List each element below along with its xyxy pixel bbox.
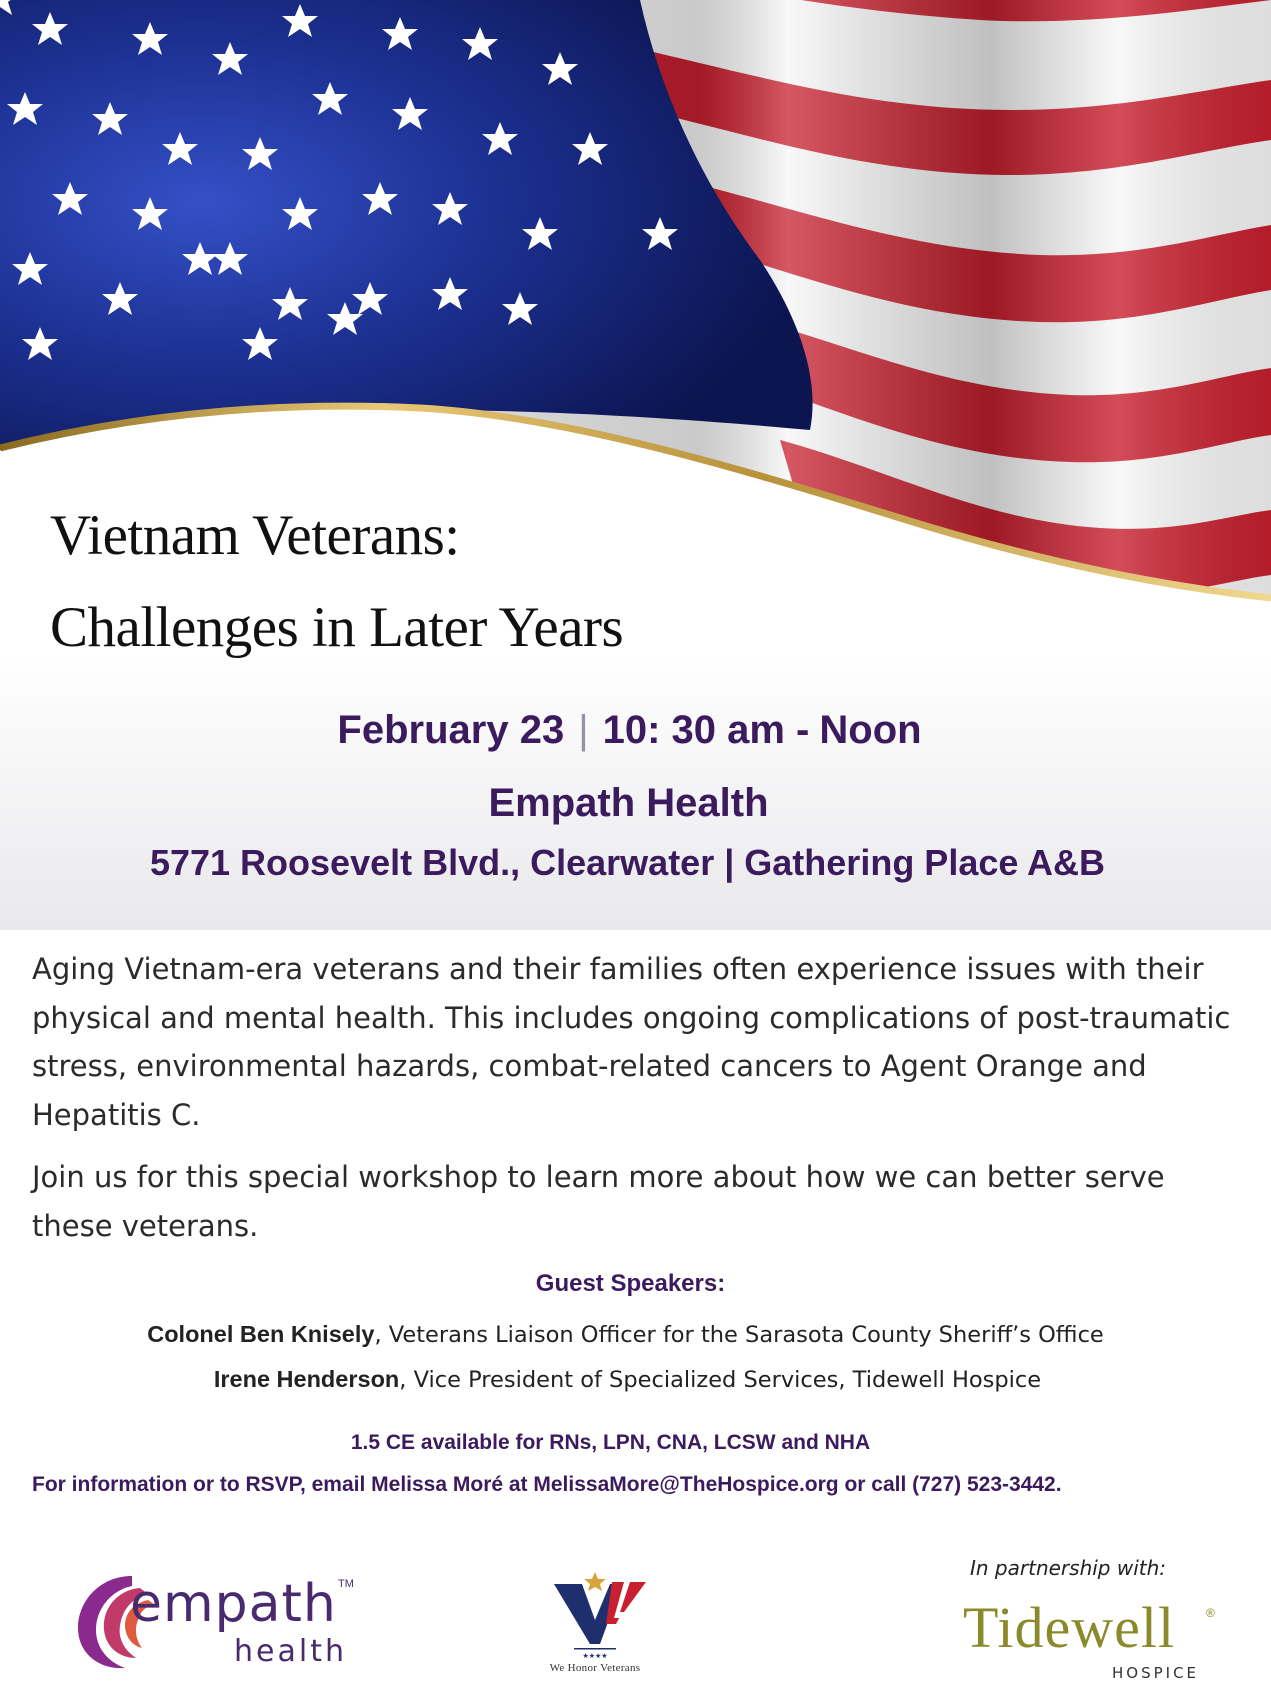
speaker-role: , Veterans Liaison Officer for the Sarasota County Sheriff’s Office — [374, 1322, 1104, 1348]
tidewell-wordmark: Tidewell — [963, 1595, 1176, 1660]
event-date: February 23 — [337, 708, 565, 752]
event-time-start: 10: 30 am - — [602, 708, 810, 752]
we-honor-veterans-icon — [520, 1572, 670, 1660]
empath-trademark: TM — [338, 1578, 354, 1590]
empath-subtitle: health — [234, 1634, 347, 1669]
event-separator: | — [578, 708, 589, 752]
rsvp-info: For information or to RSVP, email Melissa Moré at MelissaMore@TheHospice.org or call (727) 523-3442. — [32, 1473, 1062, 1496]
page-title — [50, 490, 623, 674]
empath-wordmark: empath — [130, 1574, 337, 1634]
event-time-end: Noon — [819, 708, 922, 752]
guest-speakers — [0, 1264, 1271, 1402]
partner-label: In partnership with: — [970, 1556, 1167, 1580]
event-address: 5771 Roosevelt Blvd., Clearwater | Gathering Place A&B — [149, 842, 1106, 883]
ce-credits-text: 1.5 CE available for RNs, LPN, CNA, LCSW and NHA — [350, 1431, 871, 1454]
empath-health-logo — [70, 1566, 370, 1686]
title-line-1: Vietnam Veterans: — [50, 504, 460, 567]
speakers-heading: Guest Speakers: — [535, 1270, 726, 1297]
speaker-role: , Vice President of Specialized Services, Tidewell Hospice — [399, 1367, 1042, 1393]
svg-text:★★★★: ★★★★ — [582, 1652, 608, 1660]
we-honor-veterans-text: We Honor Veterans — [549, 1662, 641, 1674]
tidewell-hospice-logo — [958, 1556, 1238, 1696]
tidewell-registered-mark: ® — [1206, 1606, 1215, 1620]
event-date-time — [0, 700, 1265, 760]
description-paragraph-2: Join us for this special workshop to learn more about how we can better serve these veterans. — [32, 1160, 1165, 1243]
event-info — [0, 700, 1271, 892]
description-paragraph-1: Aging Vietnam-era veterans and their families often experience issues with their physical and mental health. This includes ongoing complications of post-traumatic stress, environmental hazards, combat-related cancers to Agent Orange and Hepatitis C. — [32, 952, 1231, 1132]
event-venue: Empath Health — [488, 781, 769, 825]
speaker-item — [0, 1357, 1263, 1402]
speaker-name: Irene Henderson — [213, 1366, 400, 1392]
tidewell-subtitle: HOSPICE — [1112, 1664, 1200, 1682]
description — [32, 945, 1242, 1264]
speaker-name: Colonel Ben Knisely — [147, 1321, 375, 1347]
we-honor-veterans-logo — [520, 1572, 670, 1682]
ce-credits — [0, 1426, 1271, 1460]
title-line-2: Challenges in Later Years — [50, 596, 624, 659]
speaker-item — [0, 1312, 1261, 1357]
